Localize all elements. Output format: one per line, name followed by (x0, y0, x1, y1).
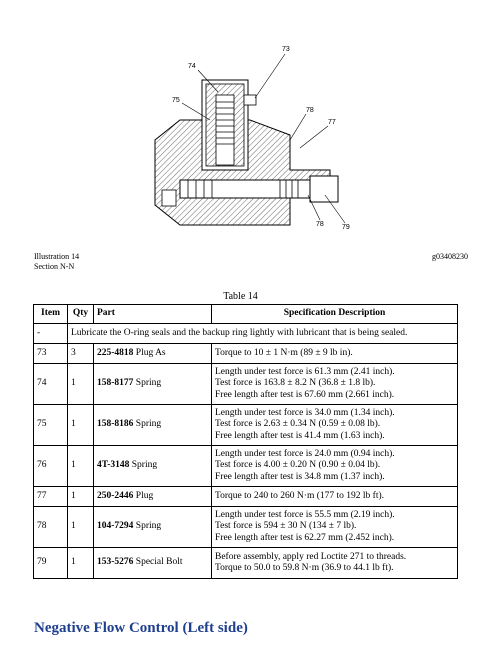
spec-line: Test force is 594 ± 30 N (134 ± 7 lb). (215, 521, 357, 532)
part-cell (94, 405, 212, 446)
spec-line: Torque to 240 to 260 N·m (177 to 192 lb ft). (215, 490, 384, 501)
qty-cell: 3 (68, 344, 94, 364)
spec-line: Before assembly, apply red Loctite 271 to threads. (215, 551, 407, 562)
part-number: 158-8186 (97, 419, 134, 430)
spec-cell (212, 487, 458, 507)
table-row (34, 507, 458, 548)
table-row (34, 548, 458, 579)
callout-78-bottom: 78 (316, 221, 324, 228)
qty-cell: 1 (68, 548, 94, 579)
item-cell: 73 (34, 344, 68, 364)
part-cell (94, 364, 212, 405)
header-part: Part (94, 305, 212, 324)
spec-cell (212, 344, 458, 364)
spec-cell (212, 548, 458, 579)
callout-77: 77 (328, 119, 336, 126)
part-name: Spring (133, 521, 162, 532)
section-n-n-illustration (140, 40, 360, 235)
spec-line: Test force is 163.8 ± 8.2 N (36.8 ± 1.8 lb). (215, 378, 376, 389)
qty-cell: 1 (68, 405, 94, 446)
part-name: Special Bolt (133, 557, 183, 568)
part-number: 104-7294 (97, 521, 134, 532)
spec-cell (212, 405, 458, 446)
part-number: 153-5276 (97, 557, 134, 568)
section-heading: Negative Flow Control (Left side) (34, 620, 248, 636)
part-cell (94, 344, 212, 364)
table-row (34, 344, 458, 364)
table-title: Table 14 (223, 291, 258, 302)
item-cell: 77 (34, 487, 68, 507)
spec-line: Length under test force is 61.3 mm (2.41 inch). (215, 366, 395, 377)
spec-line: Length under test force is 24.0 mm (0.94 inch). (215, 448, 395, 459)
spec-line: Length under test force is 55.5 mm (2.19 inch). (215, 509, 395, 520)
part-number: 250-2446 (97, 490, 134, 501)
qty-cell: 1 (68, 507, 94, 548)
spec-line: Torque to 10 ± 1 N·m (89 ± 9 lb in). (215, 347, 353, 358)
part-name: Plug (133, 490, 154, 501)
table-row (34, 364, 458, 405)
qty-cell: 1 (68, 487, 94, 507)
part-number: 225-4818 (97, 347, 134, 358)
spec-line: Free length after test is 67.60 mm (2.661 inch). (215, 389, 395, 400)
part-cell (94, 446, 212, 487)
item-cell: 76 (34, 446, 68, 487)
table-row (34, 405, 458, 446)
callout-78-top: 78 (306, 107, 314, 114)
note-item: - (34, 324, 68, 344)
part-cell (94, 548, 212, 579)
spec-table (33, 304, 458, 579)
spec-line: Test force is 4.00 ± 0.20 N (0.90 ± 0.04 lb). (215, 460, 381, 471)
part-name: Spring (133, 419, 162, 430)
part-cell (94, 487, 212, 507)
part-name: Spring (133, 378, 162, 389)
spec-line: Free length after test is 34.8 mm (1.37 inch). (215, 471, 385, 482)
spec-line: Free length after test is 62.27 mm (2.452 inch). (215, 532, 395, 543)
illustration-subtitle: Section N-N (34, 262, 75, 271)
item-cell: 79 (34, 548, 68, 579)
header-item: Item (34, 305, 68, 324)
illustration-caption (34, 252, 79, 272)
table-row (34, 487, 458, 507)
spec-cell (212, 507, 458, 548)
illustration-code: g03408230 (432, 252, 468, 261)
item-cell: 78 (34, 507, 68, 548)
spec-cell (212, 364, 458, 405)
illustration-title: Illustration 14 (34, 252, 80, 261)
qty-cell: 1 (68, 446, 94, 487)
part-number: 158-8177 (97, 378, 134, 389)
note-text: Lubricate the O-ring seals and the backup ring lightly with lubricant that is being sealed. (68, 324, 458, 344)
part-number: 4T-3148 (97, 460, 130, 471)
table-header-row (34, 305, 458, 324)
item-cell: 74 (34, 364, 68, 405)
spec-line: Test force is 2.63 ± 0.34 N (0.59 ± 0.08 lb). (215, 419, 381, 430)
part-name: Spring (129, 460, 158, 471)
header-spec: Specification Description (212, 305, 458, 324)
callout-73: 73 (282, 46, 290, 53)
table-row (34, 446, 458, 487)
callout-75: 75 (172, 97, 180, 104)
spec-line: Length under test force is 34.0 mm (1.34 inch). (215, 407, 395, 418)
table-note-row (34, 324, 458, 344)
spec-line: Free length after test is 41.4 mm (1.63 inch). (215, 430, 385, 441)
item-cell: 75 (34, 405, 68, 446)
qty-cell: 1 (68, 364, 94, 405)
header-qty: Qty (68, 305, 94, 324)
spec-line: Torque to 50.0 to 59.8 N·m (36.9 to 44.1 lb ft). (215, 563, 394, 573)
callout-79: 79 (342, 224, 350, 231)
callout-74: 74 (188, 63, 196, 70)
part-name: Plug As (133, 347, 166, 358)
spec-cell (212, 446, 458, 487)
part-cell (94, 507, 212, 548)
